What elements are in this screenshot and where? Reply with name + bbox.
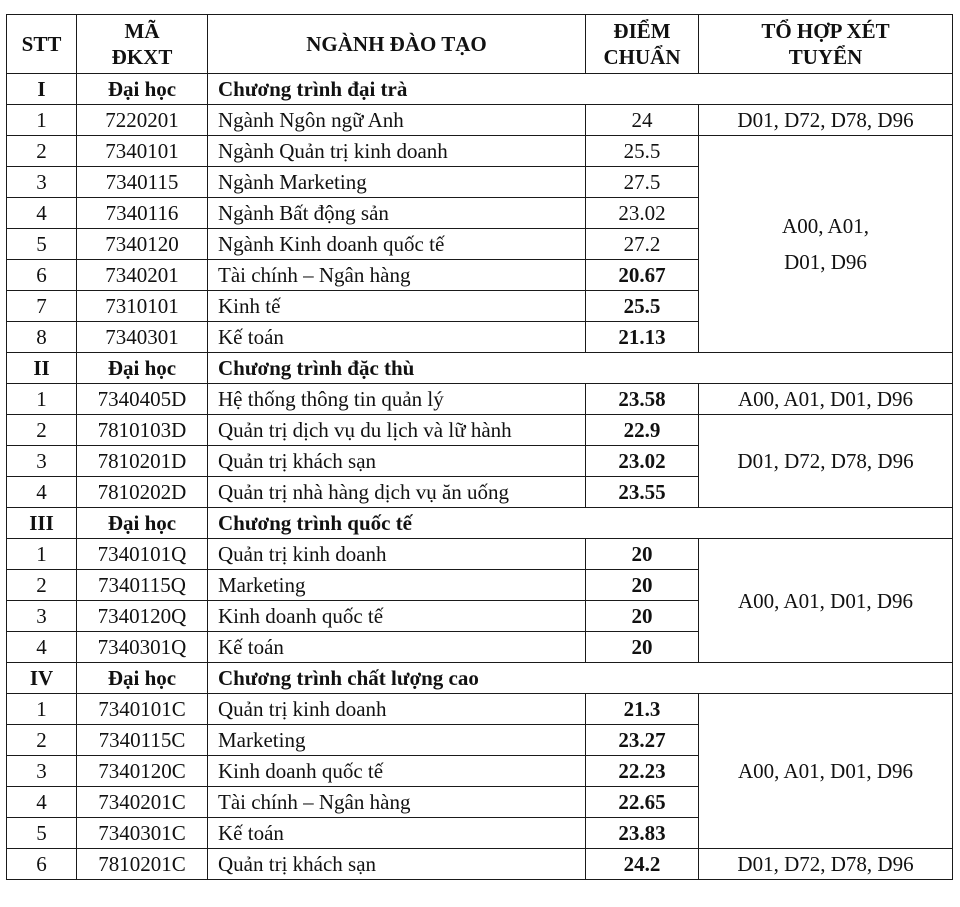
section-roman: IV [7, 663, 77, 694]
table-row [7, 849, 953, 880]
cell-code: 7340301Q [77, 632, 208, 663]
cell-major: Tài chính – Ngân hàng [208, 787, 586, 818]
cell-score: 27.5 [586, 167, 699, 198]
table-row [7, 384, 953, 415]
cell-score: 24.2 [586, 849, 699, 880]
header-major: NGÀNH ĐÀO TẠO [208, 15, 586, 74]
cell-major: Marketing [208, 570, 586, 601]
cell-major: Quản trị nhà hàng dịch vụ ăn uống [208, 477, 586, 508]
cell-code: 7340101C [77, 694, 208, 725]
cell-score: 20 [586, 539, 699, 570]
cell-stt: 4 [7, 198, 77, 229]
cell-code: 7340301 [77, 322, 208, 353]
section-roman: III [7, 508, 77, 539]
section-roman: II [7, 353, 77, 384]
cell-major: Tài chính – Ngân hàng [208, 260, 586, 291]
cell-stt: 5 [7, 229, 77, 260]
cell-major: Kinh doanh quốc tế [208, 601, 586, 632]
cell-code: 7340115Q [77, 570, 208, 601]
cell-score: 20 [586, 632, 699, 663]
cell-major: Kinh doanh quốc tế [208, 756, 586, 787]
cell-stt: 3 [7, 446, 77, 477]
header-code: MÃ ĐKXT [77, 15, 208, 74]
combo-line: D01, D96 [784, 250, 867, 274]
section-row [7, 663, 953, 694]
cell-score: 25.5 [586, 136, 699, 167]
cell-combo: D01, D72, D78, D96 [699, 105, 953, 136]
header-row [7, 15, 953, 74]
cell-stt: 7 [7, 291, 77, 322]
cell-stt: 8 [7, 322, 77, 353]
combo-line: A00, A01, [782, 214, 869, 238]
cell-major: Ngành Marketing [208, 167, 586, 198]
cell-score: 23.02 [586, 198, 699, 229]
cell-score: 23.55 [586, 477, 699, 508]
section-roman: I [7, 74, 77, 105]
section-row [7, 74, 953, 105]
cell-score: 23.27 [586, 725, 699, 756]
section-program: Chương trình chất lượng cao [208, 663, 953, 694]
cell-code: 7310101 [77, 291, 208, 322]
cell-score: 25.5 [586, 291, 699, 322]
cell-score: 21.13 [586, 322, 699, 353]
cell-major: Kinh tế [208, 291, 586, 322]
section-program: Chương trình quốc tế [208, 508, 953, 539]
cell-code: 7340101 [77, 136, 208, 167]
cell-code: 7340115C [77, 725, 208, 756]
cell-score: 21.3 [586, 694, 699, 725]
cell-major: Kế toán [208, 818, 586, 849]
section-program: Chương trình đại trà [208, 74, 953, 105]
cell-major: Kế toán [208, 632, 586, 663]
header-combo: TỔ HỢP XÉT TUYỂN [699, 15, 953, 74]
table-row [7, 415, 953, 446]
cell-stt: 1 [7, 694, 77, 725]
admission-score-table [6, 14, 953, 880]
section-level: Đại học [77, 663, 208, 694]
section-level: Đại học [77, 353, 208, 384]
cell-major: Kế toán [208, 322, 586, 353]
cell-score: 20 [586, 570, 699, 601]
cell-code: 7340405D [77, 384, 208, 415]
cell-major: Quản trị kinh doanh [208, 694, 586, 725]
cell-combo: A00, A01, D01, D96 [699, 384, 953, 415]
cell-score: 20 [586, 601, 699, 632]
cell-stt: 1 [7, 384, 77, 415]
cell-code: 7810103D [77, 415, 208, 446]
cell-stt: 3 [7, 756, 77, 787]
section-level: Đại học [77, 508, 208, 539]
cell-code: 7810202D [77, 477, 208, 508]
cell-stt: 2 [7, 415, 77, 446]
cell-major: Hệ thống thông tin quản lý [208, 384, 586, 415]
cell-code: 7340120 [77, 229, 208, 260]
cell-score: 23.02 [586, 446, 699, 477]
cell-major: Quản trị kinh doanh [208, 539, 586, 570]
cell-major: Ngành Quản trị kinh doanh [208, 136, 586, 167]
cell-score: 22.65 [586, 787, 699, 818]
cell-code: 7340120C [77, 756, 208, 787]
cell-stt: 3 [7, 167, 77, 198]
section-row [7, 508, 953, 539]
cell-major: Ngành Bất động sản [208, 198, 586, 229]
cell-major: Quản trị khách sạn [208, 849, 586, 880]
cell-score: 24 [586, 105, 699, 136]
cell-code: 7340101Q [77, 539, 208, 570]
cell-combo: A00, A01, D01, D96 [699, 539, 953, 663]
cell-score: 23.58 [586, 384, 699, 415]
cell-stt: 4 [7, 632, 77, 663]
cell-combo: D01, D72, D78, D96 [699, 849, 953, 880]
cell-major: Marketing [208, 725, 586, 756]
cell-score: 22.9 [586, 415, 699, 446]
table-row [7, 694, 953, 725]
cell-combo: D01, D72, D78, D96 [699, 415, 953, 508]
cell-code: 7340201C [77, 787, 208, 818]
cell-stt: 2 [7, 725, 77, 756]
cell-code: 7810201C [77, 849, 208, 880]
cell-code: 7810201D [77, 446, 208, 477]
cell-stt: 6 [7, 260, 77, 291]
cell-code: 7340120Q [77, 601, 208, 632]
table-row [7, 539, 953, 570]
cell-score: 22.23 [586, 756, 699, 787]
cell-score: 23.83 [586, 818, 699, 849]
cell-score: 20.67 [586, 260, 699, 291]
cell-major: Ngành Kinh doanh quốc tế [208, 229, 586, 260]
cell-code: 7220201 [77, 105, 208, 136]
table-row [7, 136, 953, 167]
section-program: Chương trình đặc thù [208, 353, 953, 384]
section-level: Đại học [77, 74, 208, 105]
cell-major: Quản trị dịch vụ du lịch và lữ hành [208, 415, 586, 446]
cell-code: 7340301C [77, 818, 208, 849]
cell-stt: 2 [7, 136, 77, 167]
cell-code: 7340115 [77, 167, 208, 198]
cell-stt: 3 [7, 601, 77, 632]
cell-combo: A00, A01, D01, D96 [699, 694, 953, 849]
cell-stt: 5 [7, 818, 77, 849]
table-row [7, 105, 953, 136]
cell-code: 7340116 [77, 198, 208, 229]
cell-score: 27.2 [586, 229, 699, 260]
section-row [7, 353, 953, 384]
cell-stt: 2 [7, 570, 77, 601]
cell-code: 7340201 [77, 260, 208, 291]
header-score: ĐIỂM CHUẨN [586, 15, 699, 74]
cell-stt: 1 [7, 539, 77, 570]
cell-stt: 4 [7, 477, 77, 508]
header-stt: STT [7, 15, 77, 74]
cell-stt: 6 [7, 849, 77, 880]
cell-stt: 1 [7, 105, 77, 136]
cell-stt: 4 [7, 787, 77, 818]
cell-combo [699, 136, 953, 353]
cell-major: Ngành Ngôn ngữ Anh [208, 105, 586, 136]
cell-major: Quản trị khách sạn [208, 446, 586, 477]
